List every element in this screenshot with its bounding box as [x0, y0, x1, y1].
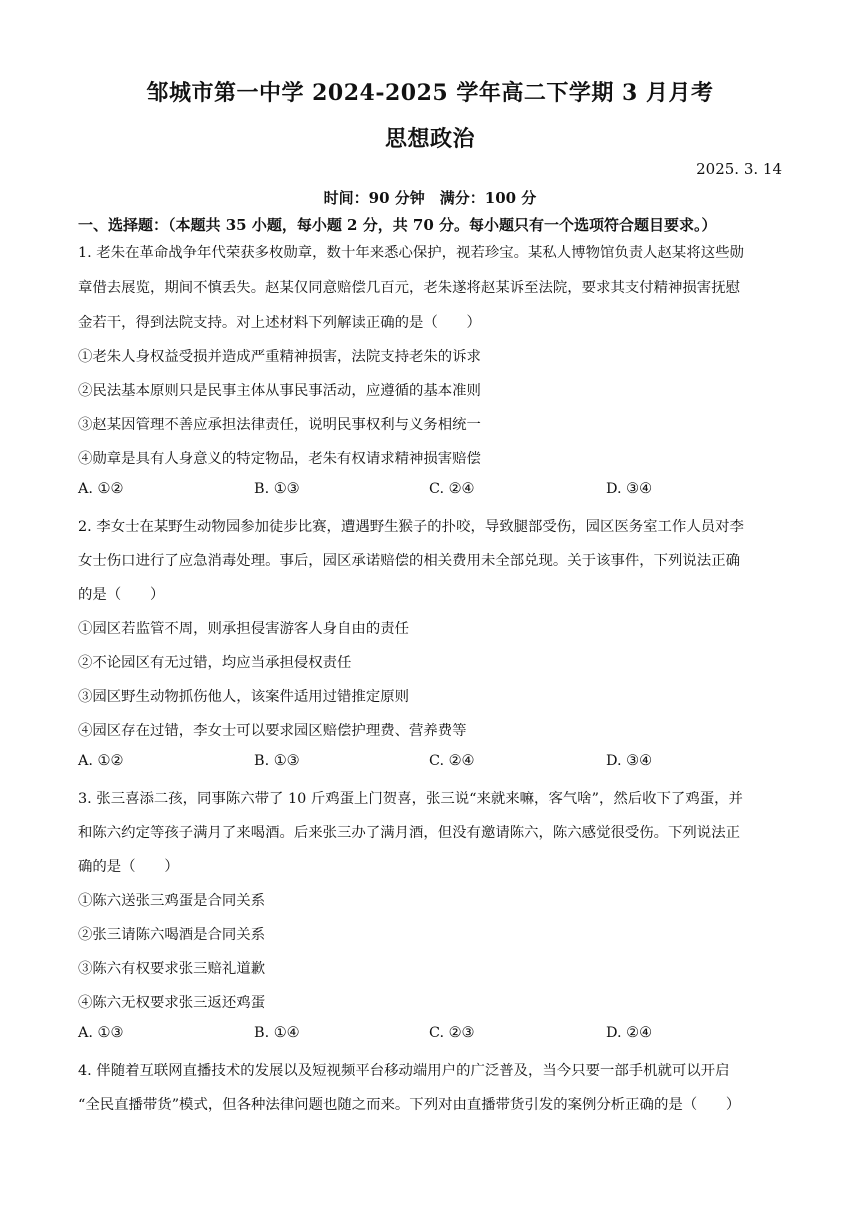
- time-and-score: 时间：90 分钟 满分：100 分: [323, 189, 537, 207]
- option-d: D. ②④: [606, 1025, 652, 1041]
- section-heading: 一、选择题：（本题共 35 小题，每小题 2 分，共 70 分。每小题只有一个选项符合题目要求。）: [78, 216, 717, 234]
- question-item: ④勋章是具有人身意义的特定物品，老朱有权请求精神损害赔偿: [78, 451, 481, 467]
- exam-subject: 思想政治: [384, 126, 475, 152]
- question-item: ④园区存在过错，李女士可以要求园区赔偿护理费、营养费等: [78, 723, 467, 739]
- question-stem-line: 2. 李女士在某野生动物园参加徒步比赛，遭遇野生猴子的扑咬，导致腿部受伤，园区医务室工作人员对李: [78, 519, 744, 535]
- option-b: B. ①④: [254, 1025, 300, 1041]
- option-b: B. ①③: [254, 481, 300, 497]
- question-item: ④陈六无权要求张三返还鸡蛋: [78, 995, 266, 1011]
- question-item: ②民法基本原则只是民事主体从事民事活动，应遵循的基本准则: [78, 383, 481, 399]
- question-item: ③园区野生动物抓伤他人，该案件适用过错推定原则: [78, 689, 409, 705]
- question-item: ①老朱人身权益受损并造成严重精神损害，法院支持老朱的诉求: [78, 349, 481, 365]
- question-stem-line: 女士伤口进行了应急消毒处理。事后，园区承诺赔偿的相关费用未全部兑现。关于该事件，下列说法正确: [78, 553, 740, 569]
- question-stem-line: “全民直播带货”模式，但各种法律问题也随之而来。下列对由直播带货引发的案例分析正确的是（ ）: [78, 1097, 741, 1113]
- option-c: C. ②④: [429, 753, 475, 769]
- question-stem-line: 的是（ ）: [78, 587, 165, 603]
- question-item: ①陈六送张三鸡蛋是合同关系: [78, 893, 266, 909]
- option-a: A. ①②: [78, 481, 124, 497]
- option-a: A. ①②: [78, 753, 124, 769]
- exam-title: 邹城市第一中学 2024-2025 学年高二下学期 3 月月考: [146, 80, 714, 106]
- question-stem-line: 确的是（ ）: [78, 859, 179, 875]
- option-c: C. ②③: [429, 1025, 475, 1041]
- option-d: D. ③④: [606, 753, 652, 769]
- question-stem-line: 金若干，得到法院支持。对上述材料下列解读正确的是（ ）: [78, 315, 481, 331]
- exam-date: 2025. 3. 14: [696, 160, 782, 178]
- question-stem-line: 3. 张三喜添二孩，同事陈六带了 10 斤鸡蛋上门贺喜，张三说“来就来嘛，客气啥”，然后收下了鸡蛋，并: [78, 791, 743, 807]
- option-d: D. ③④: [606, 481, 652, 497]
- question-item: ①园区若监管不周，则承担侵害游客人身自由的责任: [78, 621, 409, 637]
- question-item: ③赵某因管理不善应承担法律责任，说明民事权利与义务相统一: [78, 417, 481, 433]
- question-item: ②不论园区有无过错，均应当承担侵权责任: [78, 655, 352, 671]
- question-item: ③陈六有权要求张三赔礼道歉: [78, 961, 266, 977]
- question-stem-line: 和陈六约定等孩子满月了来喝酒。后来张三办了满月酒，但没有邀请陈六，陈六感觉很受伤。下列说法正: [78, 825, 740, 841]
- question-stem-line: 1. 老朱在革命战争年代荣获多枚勋章，数十年来悉心保护，视若珍宝。某私人博物馆负责人赵某将这些勋: [78, 245, 744, 261]
- option-a: A. ①③: [78, 1025, 124, 1041]
- question-stem-line: 4. 伴随着互联网直播技术的发展以及短视频平台移动端用户的广泛普及，当今只要一部手机就可以开启: [78, 1063, 730, 1079]
- question-item: ②张三请陈六喝酒是合同关系: [78, 927, 266, 943]
- option-b: B. ①③: [254, 753, 300, 769]
- question-stem-line: 章借去展览，期间不慎丢失。赵某仅同意赔偿几百元，老朱遂将赵某诉至法院，要求其支付精神损害抚慰: [78, 280, 740, 296]
- option-c: C. ②④: [429, 481, 475, 497]
